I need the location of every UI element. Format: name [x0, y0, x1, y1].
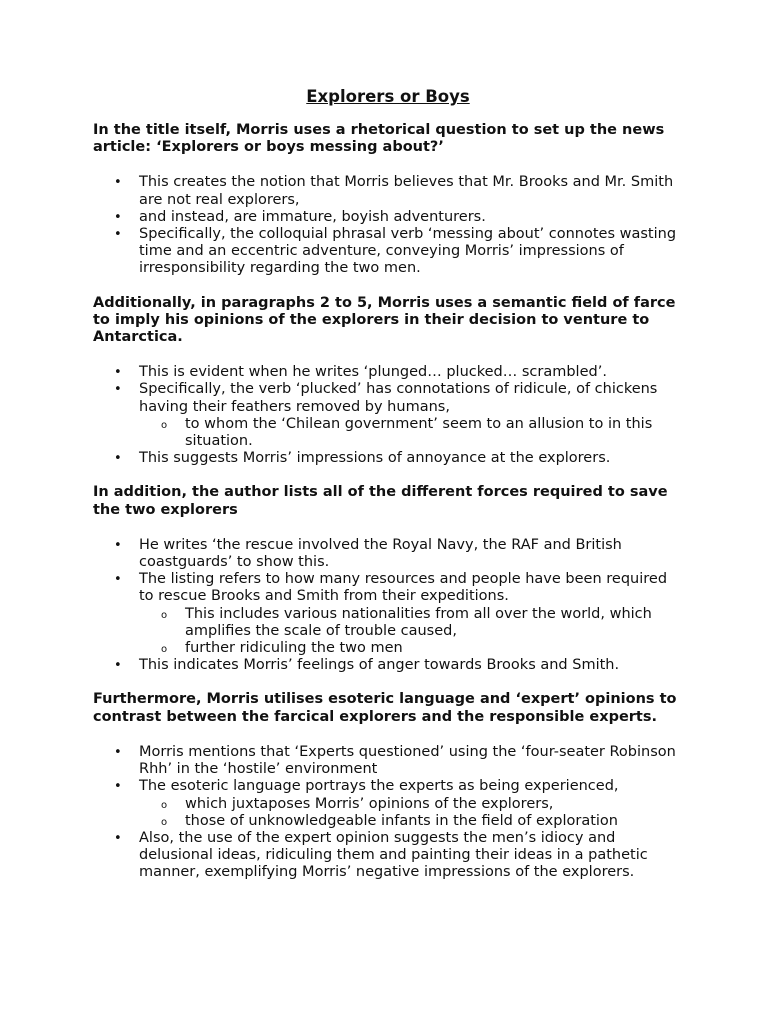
- bullet-item: [93, 571, 683, 657]
- bullet-dot-icon: •: [114, 382, 122, 398]
- bullet-item: [93, 174, 683, 208]
- bullet-list: [93, 174, 683, 277]
- sub-bullet-item: [139, 813, 683, 830]
- sub-bullet-circle-icon: o: [161, 799, 168, 811]
- sub-bullet-circle-icon: o: [161, 609, 168, 621]
- bullet-item: [93, 830, 683, 882]
- bullet-item: [93, 364, 683, 381]
- bullet-dot-icon: •: [114, 779, 122, 795]
- bullet-list: [93, 744, 683, 882]
- bullet-dot-icon: •: [114, 175, 122, 191]
- bullet-dot-icon: •: [114, 209, 122, 225]
- sub-bullet-circle-icon: o: [161, 816, 168, 828]
- bullet-item: [93, 778, 683, 830]
- section-heading: In addition, the author lists all of the different forces required to save the two explorers: [93, 484, 668, 518]
- sub-bullet-list: [139, 416, 683, 450]
- bullet-text: This is evident when he writes ‘plunged… plucked… scrambled’.: [139, 364, 607, 381]
- bullet-dot-icon: •: [114, 365, 122, 381]
- bullet-text: Specifically, the colloquial phrasal verb ‘messing about’ connotes wasting time and an eccentric adventure, conveying Morris’ impressions of irresponsibility regarding the two men.: [139, 226, 677, 277]
- sub-bullet-circle-icon: o: [161, 644, 168, 656]
- bullet-text: Also, the use of the expert opinion suggests the men’s idiocy and delusional ideas, ridiculing them and painting their ideas in a pathetic manner, exemplifying Morris’ negative impressions of the explorers.: [139, 829, 648, 881]
- bullet-list: [93, 364, 683, 467]
- bullet-dot-icon: •: [114, 451, 122, 467]
- sub-bullet-text: to whom the ‘Chilean government’ seem to an allusion to in this situation.: [185, 415, 653, 450]
- bullet-dot-icon: •: [114, 658, 122, 674]
- bullet-item: [93, 744, 683, 778]
- sub-bullet-item: [139, 640, 683, 657]
- sub-bullet-list: [139, 606, 683, 658]
- document-page: [93, 86, 683, 899]
- bullet-item: [93, 657, 683, 674]
- bullet-text: Specifically, the verb ‘plucked’ has connotations of ridicule, of chickens having their feathers removed by humans,: [139, 381, 658, 415]
- section-heading: Additionally, in paragraphs 2 to 5, Morris uses a semantic field of farce to imply his opinions of the explorers in their decision to venture to Antarctica.: [93, 294, 676, 346]
- sub-bullet-text: This includes various nationalities from all over the world, which amplifies the scale of trouble caused,: [185, 605, 652, 639]
- bullet-dot-icon: •: [114, 572, 122, 588]
- section-heading: In the title itself, Morris uses a rhetorical question to set up the news article: ‘Explorers or boys messing about?’: [93, 122, 665, 156]
- bullet-dot-icon: •: [114, 537, 122, 553]
- sub-bullet-text: those of unknowledgeable infants in the field of exploration: [185, 812, 618, 829]
- bullet-dot-icon: •: [114, 830, 122, 846]
- sub-bullet-list: [139, 796, 683, 830]
- bullet-dot-icon: •: [114, 744, 122, 760]
- bullet-dot-icon: •: [114, 227, 122, 243]
- bullet-item: [93, 226, 683, 278]
- bullet-item: [93, 381, 683, 450]
- bullet-item: [93, 450, 683, 467]
- bullet-item: [93, 209, 683, 226]
- bullet-list: [93, 537, 683, 675]
- sub-bullet-circle-icon: o: [161, 419, 168, 431]
- bullet-text: Morris mentions that ‘Experts questioned’ using the ‘four-seater Robinson Rhh’ in the ‘hostile’ environment: [139, 743, 676, 778]
- bullet-text: The listing refers to how many resources and people have been required to rescue Brooks and Smith from their expeditions.: [139, 571, 668, 605]
- document-body: [93, 122, 683, 882]
- bullet-text: and instead, are immature, boyish adventurers.: [139, 208, 486, 225]
- bullet-text: He writes ‘the rescue involved the Royal Navy, the RAF and British coastguards’ to show this.: [139, 536, 622, 571]
- sub-bullet-text: further ridiculing the two men: [185, 640, 403, 657]
- bullet-text: This indicates Morris’ feelings of anger towards Brooks and Smith.: [139, 657, 620, 674]
- bullet-text: This creates the notion that Morris believes that Mr. Brooks and Mr. Smith are not real explorers,: [139, 174, 674, 208]
- sub-bullet-text: which juxtaposes Morris’ opinions of the explorers,: [185, 795, 554, 812]
- section-heading: Furthermore, Morris utilises esoteric language and ‘expert’ opinions to contrast between the farcical explorers and the responsible experts.: [93, 691, 677, 725]
- document-title: Explorers or Boys: [306, 87, 470, 106]
- bullet-text: The esoteric language portrays the experts as being experienced,: [139, 778, 619, 795]
- sub-bullet-item: [139, 606, 683, 640]
- bullet-item: [93, 537, 683, 571]
- bullet-text: This suggests Morris’ impressions of annoyance at the explorers.: [139, 450, 611, 467]
- sub-bullet-item: [139, 416, 683, 450]
- sub-bullet-item: [139, 796, 683, 813]
